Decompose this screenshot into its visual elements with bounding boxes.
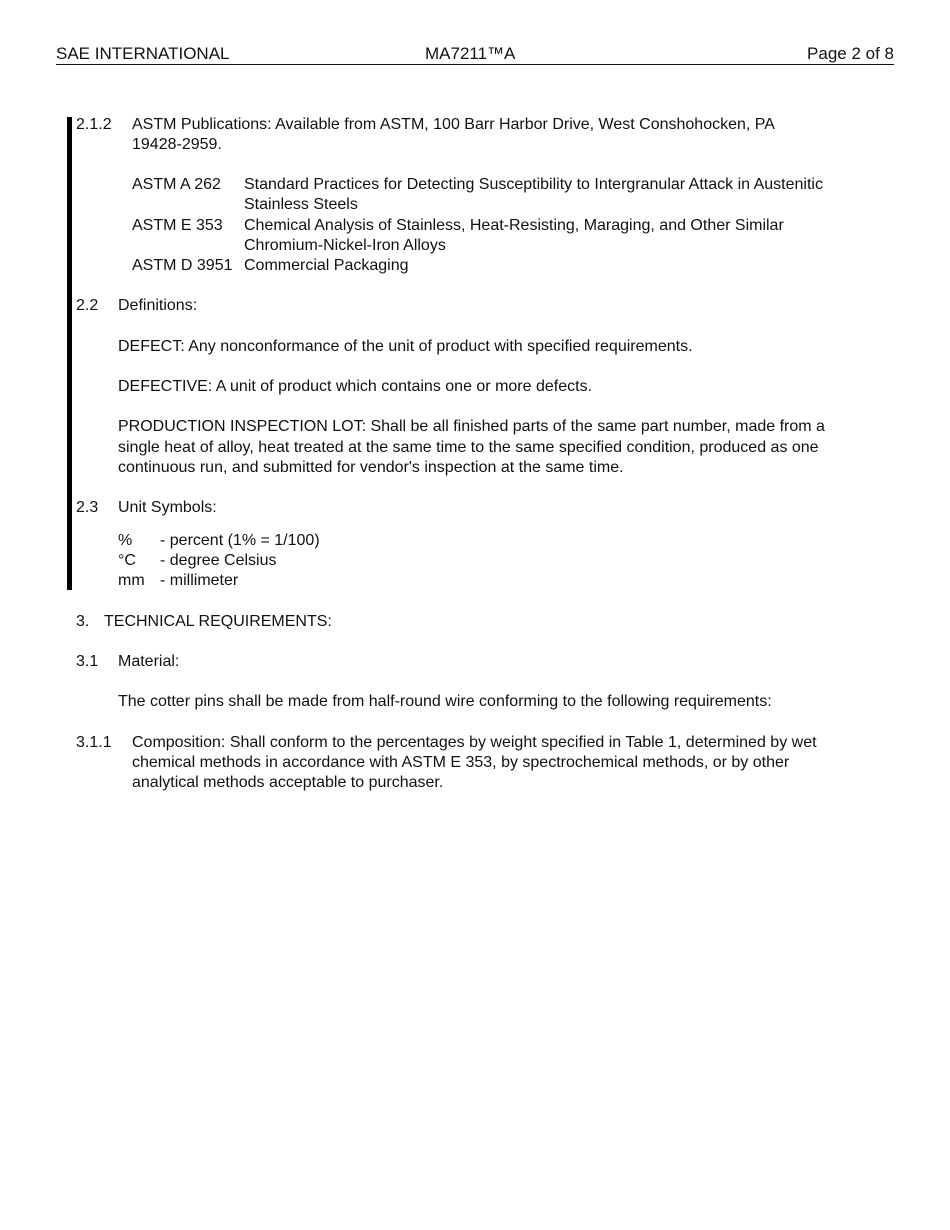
reference-title-line-2: Chromium-Nickel-Iron Alloys xyxy=(244,237,446,254)
header-organization: SAE INTERNATIONAL xyxy=(56,44,230,63)
unit-description: - millimeter xyxy=(160,572,239,589)
unit-description: - degree Celsius xyxy=(160,552,277,569)
reference-code: ASTM E 353 xyxy=(132,217,223,234)
unit-symbol: % xyxy=(118,532,133,549)
section-2-2-number: 2.2 xyxy=(76,297,99,314)
section-3-1-number: 3.1 xyxy=(76,653,99,670)
section-2-1-2-text-line-2: 19428-2959. xyxy=(132,136,222,153)
section-3-title: TECHNICAL REQUIREMENTS: xyxy=(104,613,332,630)
reference-code: ASTM D 3951 xyxy=(132,257,233,274)
reference-title-line-1: Chemical Analysis of Stainless, Heat-Resisting, Maraging, and Other Similar xyxy=(244,217,784,234)
definition-lot-line-1: PRODUCTION INSPECTION LOT: Shall be all finished parts of the same part number, made from a xyxy=(118,418,825,435)
section-2-1-2-number: 2.1.2 xyxy=(76,116,112,133)
definition-lot-line-3: continuous run, and submitted for vendor's inspection at the same time. xyxy=(118,459,624,476)
page-header xyxy=(56,44,894,65)
section-3-number: 3. xyxy=(76,613,90,630)
reference-code: ASTM A 262 xyxy=(132,176,221,193)
reference-title-line-1: Commercial Packaging xyxy=(244,257,409,274)
definition-lot-line-2: single heat of alloy, heat treated at the same time to the same specified condition, produced as one xyxy=(118,439,819,456)
section-3-1-1-line-3: analytical methods acceptable to purchaser. xyxy=(132,774,444,791)
header-document-number: MA7211™A xyxy=(425,44,516,63)
definition-defect: DEFECT: Any nonconformance of the unit of product with specified requirements. xyxy=(118,338,693,355)
section-2-3-title: Unit Symbols: xyxy=(118,499,217,516)
reference-title-line-1: Standard Practices for Detecting Susceptibility to Intergranular Attack in Austenitic xyxy=(244,176,823,193)
section-3-1-1-number: 3.1.1 xyxy=(76,734,112,751)
unit-symbol: mm xyxy=(118,572,145,589)
reference-title-line-2: Stainless Steels xyxy=(244,196,358,213)
section-3-1-1-line-2: chemical methods in accordance with ASTM E 353, by spectrochemical methods, or by other xyxy=(132,754,790,771)
section-2-1-2-text-line-1: ASTM Publications: Available from ASTM, 100 Barr Harbor Drive, West Conshohocken, PA xyxy=(132,116,775,133)
header-page-number: Page 2 of 8 xyxy=(807,44,894,63)
definition-defective: DEFECTIVE: A unit of product which contains one or more defects. xyxy=(118,378,593,395)
section-3-1-1-line-1: Composition: Shall conform to the percentages by weight specified in Table 1, determined by wet xyxy=(132,734,817,751)
section-3-1-text: The cotter pins shall be made from half-round wire conforming to the following requirements: xyxy=(118,693,772,710)
section-2-2-title: Definitions: xyxy=(118,297,198,314)
unit-symbol: °C xyxy=(118,552,136,569)
section-3-1-title: Material: xyxy=(118,653,180,670)
unit-description: - percent (1% = 1/100) xyxy=(160,532,320,549)
section-2-3-number: 2.3 xyxy=(76,499,99,516)
revision-change-bar xyxy=(67,117,72,590)
